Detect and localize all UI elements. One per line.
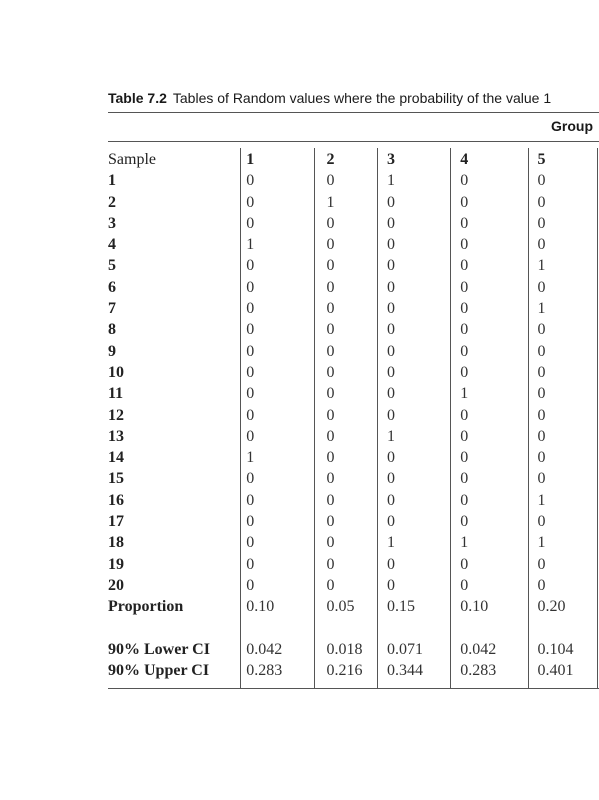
table-cell: 0	[246, 257, 255, 275]
table-cell: 0	[387, 363, 395, 381]
table-cell: 0	[387, 576, 395, 594]
table-row	[108, 447, 599, 468]
table-cell: 0	[537, 214, 546, 232]
table-cell: 0	[460, 513, 469, 531]
spacer-row	[108, 618, 599, 639]
table-cell: 0	[460, 427, 469, 445]
table-cell: 1	[537, 257, 546, 275]
table-cell: 0.401	[537, 661, 574, 679]
table-cell: 0.10	[460, 598, 489, 616]
table-cell: 0.216	[326, 661, 363, 679]
table-cell: 0	[387, 555, 395, 573]
row-label: 10	[108, 363, 124, 381]
table-cell: 0	[460, 555, 469, 573]
table-cell: 0	[387, 193, 395, 211]
table-cell	[453, 618, 530, 639]
table-cell: 0	[246, 321, 255, 339]
table-cell: 0	[460, 321, 469, 339]
table-cell: 0	[460, 342, 469, 360]
table-cell: 0	[537, 470, 546, 488]
table-cell: 0	[460, 300, 469, 318]
table-cell: 0	[246, 427, 255, 445]
table-cell: 0	[460, 236, 469, 254]
table-cell: 0	[537, 236, 546, 254]
table-cell: 0	[326, 257, 335, 275]
table-cell: 0	[537, 555, 546, 573]
table-cell: 0	[246, 214, 255, 232]
table-cell: 0	[387, 470, 395, 488]
table-cell: 0	[246, 193, 255, 211]
table-cell: 0	[326, 300, 335, 318]
table-cell: 0	[537, 342, 546, 360]
table-cell: 0	[326, 449, 335, 467]
bottom-rule	[108, 688, 599, 689]
table-cell: 1	[460, 385, 469, 403]
table-cell: 0	[326, 236, 335, 254]
table-cell: 0	[460, 491, 469, 509]
table-cell: 0	[246, 470, 255, 488]
upper-ci-row	[108, 660, 599, 681]
header-rule	[108, 141, 599, 142]
table-row	[108, 213, 599, 234]
row-label: 8	[108, 321, 116, 339]
table-row	[108, 192, 599, 213]
table-row	[108, 490, 599, 511]
row-label: 4	[108, 236, 116, 254]
table-row	[108, 383, 599, 404]
table-cell: 2	[326, 151, 335, 168]
row-label: 16	[108, 491, 124, 509]
table-cell: 0.071	[387, 640, 423, 658]
random-values-table	[108, 149, 599, 681]
table-row	[108, 554, 599, 575]
group-header: Group	[551, 118, 593, 134]
table-cell: 0	[246, 491, 255, 509]
table-cell: 0	[246, 172, 255, 190]
table-row	[108, 362, 599, 383]
row-label: 1	[108, 172, 116, 190]
table-cell: 0	[387, 300, 395, 318]
table-cell: 0	[387, 321, 395, 339]
table-cell: 1	[326, 193, 335, 211]
table-cell: 0	[460, 406, 469, 424]
table-cell: 0	[537, 385, 546, 403]
row-label: 6	[108, 278, 116, 296]
table-cell: 1	[537, 491, 546, 509]
table-cell: 1	[460, 534, 469, 552]
table-cell: 0	[387, 406, 395, 424]
table-cell: 0	[460, 172, 469, 190]
table-row	[108, 405, 599, 426]
table-cell: 0.15	[387, 598, 415, 616]
table-row	[108, 298, 599, 319]
table-cell: 0	[326, 427, 335, 445]
table-cell: 0	[387, 278, 395, 296]
table-cell: 0	[246, 534, 255, 552]
table-cell: 0	[537, 321, 546, 339]
table-cell: 0	[246, 385, 255, 403]
table-cell: 0	[387, 342, 395, 360]
table-cell: 0	[460, 449, 469, 467]
table-cell: 0	[537, 278, 546, 296]
row-label: 2	[108, 193, 116, 211]
row-label: 11	[108, 385, 124, 403]
table-cell: 1	[246, 449, 255, 467]
table-cell	[381, 618, 453, 639]
table-cell: 0.042	[460, 640, 497, 658]
table-cell: 0	[326, 278, 335, 296]
table-row	[108, 426, 599, 447]
table-cell: 0	[326, 172, 335, 190]
table-row	[108, 170, 599, 191]
table-cell: 0	[460, 278, 469, 296]
table-cell: 0	[460, 363, 469, 381]
row-label: 7	[108, 300, 116, 318]
row-label: 90% Lower CI	[108, 640, 210, 658]
table-cell: 0	[246, 363, 255, 381]
row-label: 5	[108, 257, 116, 275]
table-cell: 0	[537, 406, 546, 424]
table-cell: 5	[537, 151, 546, 168]
row-label: 90% Upper CI	[108, 661, 210, 679]
caption-rule	[108, 112, 599, 113]
table-cell: 0	[246, 576, 255, 594]
table-cell: 0	[326, 576, 335, 594]
table-cell: 0.018	[326, 640, 363, 658]
table-row	[108, 532, 599, 553]
table-cell: 1	[537, 300, 546, 318]
table-row	[108, 511, 599, 532]
table-cell: 0	[460, 257, 469, 275]
table-cell: 0	[246, 513, 255, 531]
table-cell: 0	[326, 385, 335, 403]
table-row	[108, 234, 599, 255]
table-number: Table 7.2	[108, 90, 167, 106]
table-cell: 3	[387, 151, 395, 168]
table-cell: 1	[246, 236, 255, 254]
table-cell: 0	[537, 172, 546, 190]
table-cell: 0	[537, 193, 546, 211]
table-cell: 0	[326, 321, 335, 339]
table-cell: 0.05	[326, 598, 355, 616]
proportion-row	[108, 596, 599, 617]
table-cell: 0	[246, 555, 255, 573]
table-cell: 0	[537, 449, 546, 467]
table-cell: 0	[326, 491, 335, 509]
table-cell: 1	[537, 534, 546, 552]
table-cell: 4	[460, 151, 469, 168]
table-cell: 0.344	[387, 661, 423, 679]
table-row	[108, 468, 599, 489]
table-cell: 0	[387, 513, 395, 531]
table-cell: 0	[326, 214, 335, 232]
row-label: 15	[108, 470, 124, 488]
lower-ci-row	[108, 639, 599, 660]
table-title: Tables of Random values where the probability of the value 1	[172, 90, 552, 106]
table-cell: 0	[387, 449, 395, 467]
row-label: Proportion	[108, 598, 184, 616]
table-cell: 0	[246, 406, 255, 424]
row-label	[108, 618, 240, 639]
row-label: 17	[108, 513, 124, 531]
table-row	[108, 575, 599, 596]
row-label: Sample	[108, 151, 156, 168]
table-cell	[531, 618, 599, 639]
table-cell: 1	[387, 172, 395, 190]
header-row	[108, 149, 599, 170]
row-label: 20	[108, 576, 124, 594]
table-cell: 0	[460, 576, 469, 594]
table-cell: 0	[537, 363, 546, 381]
row-label: 3	[108, 214, 116, 232]
table-cell: 0	[246, 278, 255, 296]
table-cell: 0	[326, 470, 335, 488]
table-cell: 1	[387, 534, 395, 552]
row-label: 19	[108, 555, 124, 573]
row-label: 18	[108, 534, 124, 552]
table-cell: 0	[537, 427, 546, 445]
table-cell: 0	[460, 214, 469, 232]
table-row	[108, 341, 599, 362]
table-cell: 0	[326, 555, 335, 573]
table-cell: 0	[246, 300, 255, 318]
table-cell: 0	[387, 385, 395, 403]
table-cell	[240, 618, 319, 639]
row-label: 13	[108, 427, 124, 445]
table-cell: 0	[326, 534, 335, 552]
table-row	[108, 319, 599, 340]
table-cell: 0	[537, 576, 546, 594]
table-cell: 0.283	[246, 661, 283, 679]
table-cell: 0	[387, 236, 395, 254]
row-label: 9	[108, 342, 116, 360]
row-label: 14	[108, 449, 124, 467]
row-label: 12	[108, 406, 124, 424]
table-cell: 0	[460, 470, 469, 488]
table-cell: 0	[246, 342, 255, 360]
table-cell: 0	[387, 214, 395, 232]
table-cell: 0	[326, 513, 335, 531]
table-cell	[319, 618, 381, 639]
table-cell: 0	[326, 363, 335, 381]
table-cell: 0	[460, 193, 469, 211]
table-cell: 0.104	[537, 640, 574, 658]
table-cell: 1	[387, 427, 395, 445]
table-cell: 0.283	[460, 661, 497, 679]
table-cell: 0	[326, 406, 335, 424]
table-row	[108, 255, 599, 276]
table-cell: 0.20	[537, 598, 566, 616]
table-cell: 0	[387, 257, 395, 275]
table-cell: 0.10	[246, 598, 275, 616]
table-cell: 0	[387, 491, 395, 509]
table-cell: 0.042	[246, 640, 283, 658]
table-cell: 0	[326, 342, 335, 360]
table-cell: 1	[246, 151, 255, 168]
table-row	[108, 277, 599, 298]
table-cell: 0	[537, 513, 546, 531]
table-caption	[108, 90, 551, 106]
